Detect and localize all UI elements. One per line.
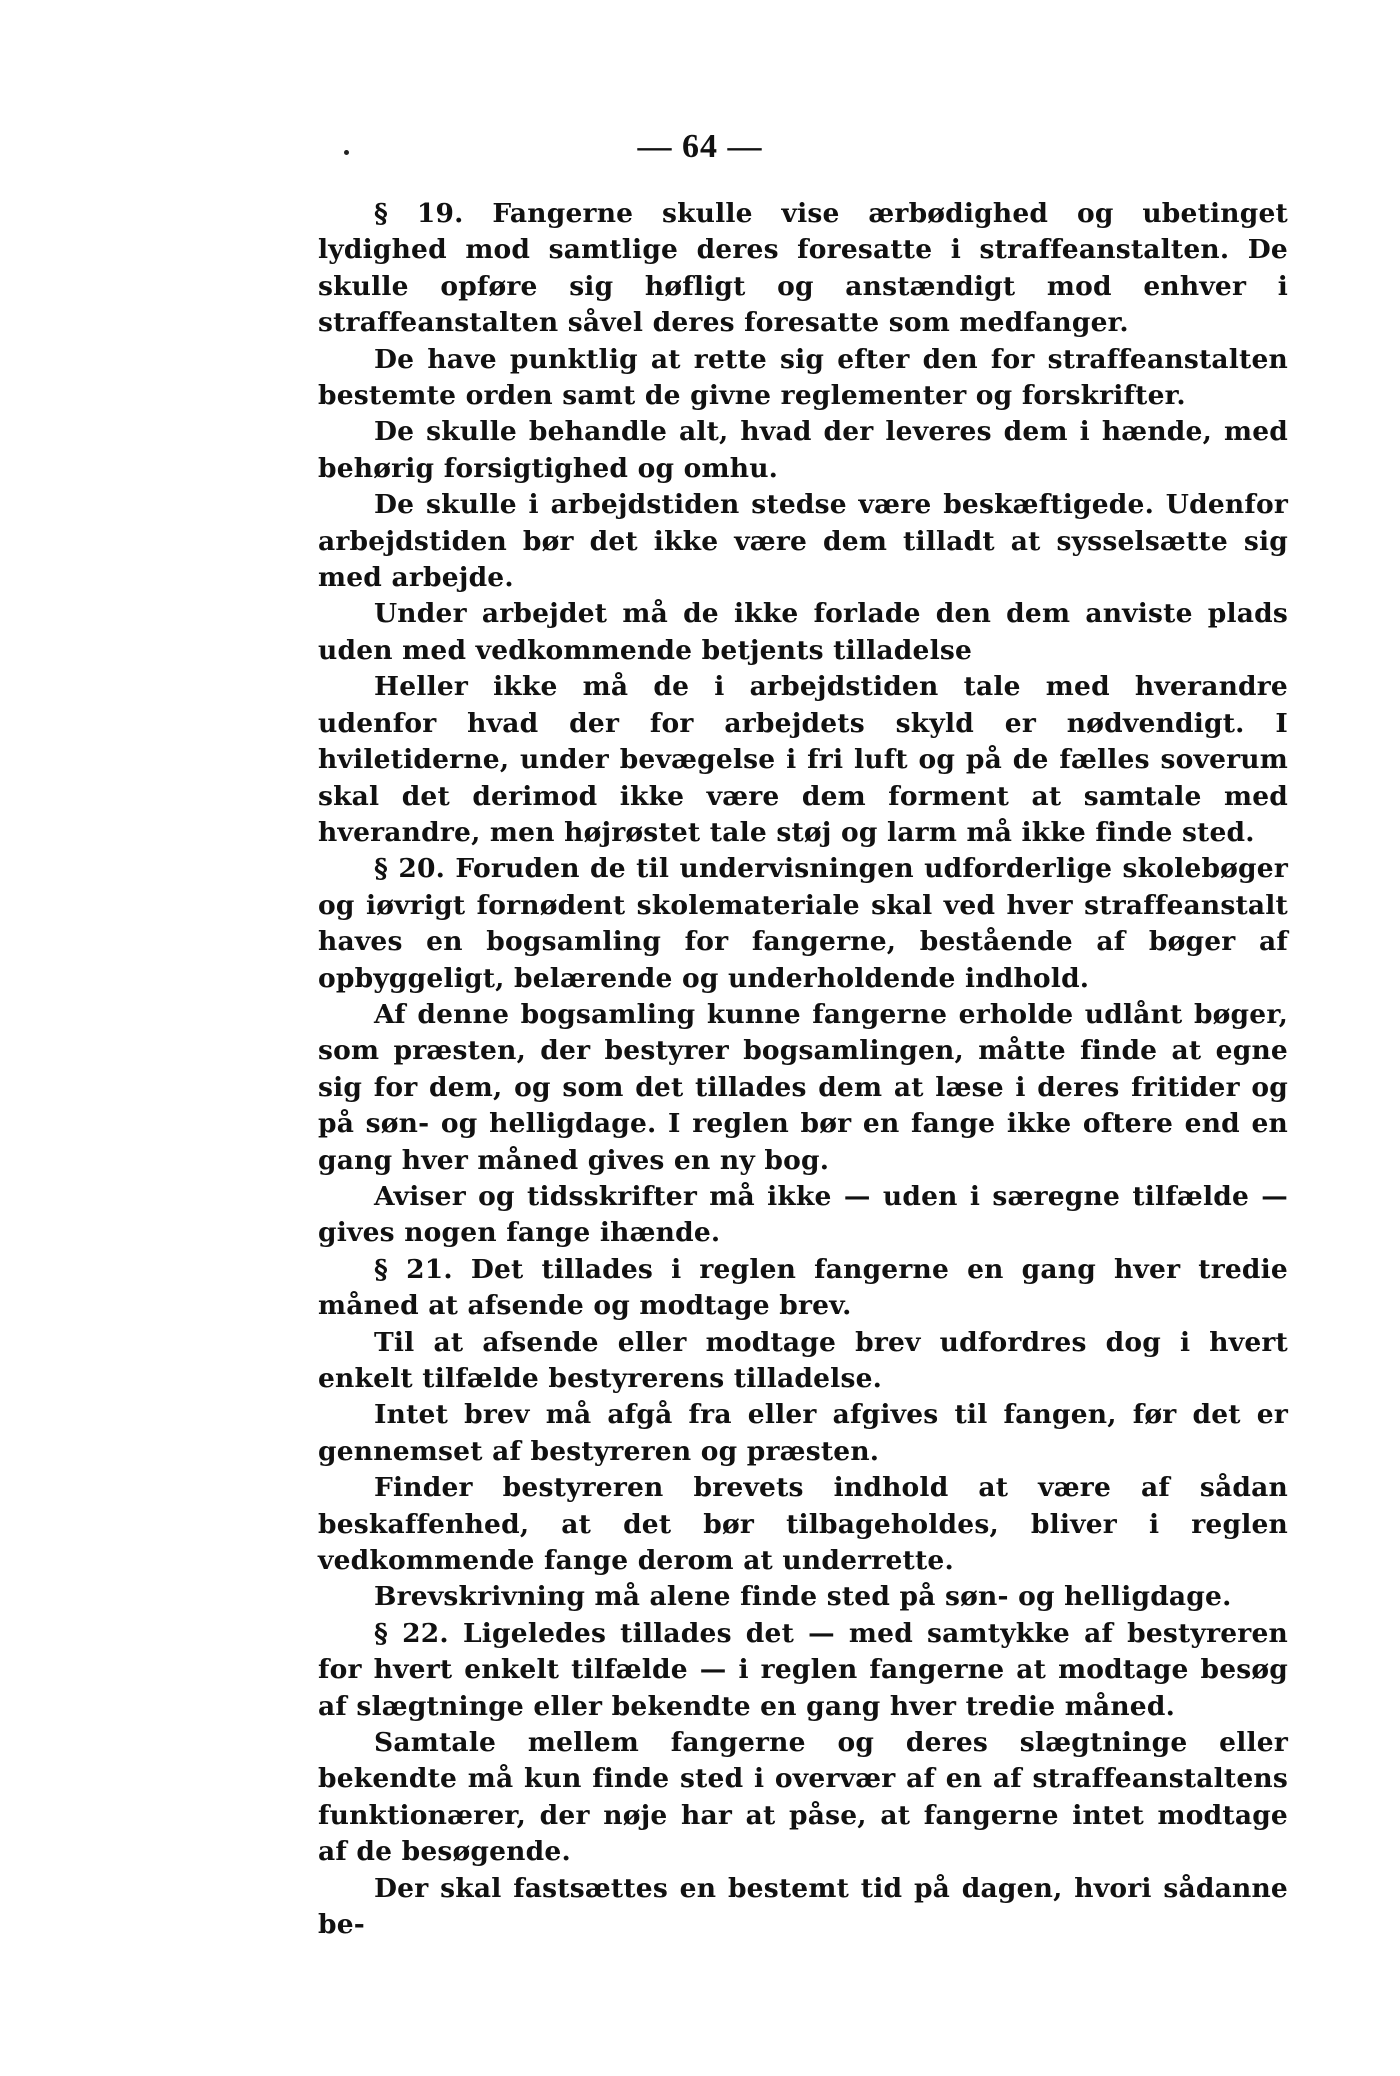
paragraph: De skulle i arbejdstiden stedse være beskæftigede. Udenfor arbejdstiden bør det ikke være dem tilladt at sysselsætte sig med arbejde. bbox=[318, 489, 1288, 594]
paragraph: § 22. Ligeledes tillades det — med samtykke af bestyreren for hvert enkelt tilfælde — i reglen fangerne at modtage besøg af slægtninge eller bekendte en gang hver tredie måned. bbox=[318, 1617, 1288, 1722]
paragraph: De skulle behandle alt, hvad der leveres dem i hænde, med behørig forsigtighed og omhu. bbox=[318, 416, 1288, 484]
paragraph: Finder bestyreren brevets indhold at være af sådan beskaffenhed, at det bør tilbageholdes, bliver i reglen vedkommende fange derom at underrette. bbox=[318, 1472, 1288, 1577]
paragraph: Under arbejdet må de ikke forlade den dem anviste plads uden med vedkommende betjents tilladelse bbox=[318, 598, 1288, 666]
page-number: — 64 — bbox=[637, 128, 763, 165]
paragraph: Brevskrivning må alene finde sted på søn- og helligdage. bbox=[374, 1581, 1232, 1613]
paragraph: Heller ikke må de i arbejdstiden tale med hverandre udenfor hvad der for arbejdets skyld er nødvendigt. I hviletiderne, under bevægelse i fri luft og på de fælles soverum skal det derimod ikke være dem forment at samtale med hverandre, men højrøstet tale støj og larm må ikke finde sted. bbox=[318, 671, 1288, 848]
paragraph: § 20. Foruden de til undervisningen udforderlige skolebøger og iøvrigt fornødent skolemateriale skal ved hver straffeanstalt haves en bogsamling for fangerne, bestående af bøger af opbyggeligt, belærende og underholdende indhold. bbox=[318, 853, 1288, 994]
paragraph: Af denne bogsamling kunne fangerne erholde udlånt bøger, som præsten, der bestyrer bogsamlingen, måtte finde at egne sig for dem, og som det tillades dem at læse i deres fritider og på søn- og helligdage. I reglen bør en fange ikke oftere end en gang hver måned gives en ny bog. bbox=[318, 998, 1288, 1176]
body-text bbox=[318, 196, 1288, 1944]
paragraph: Aviser og tidsskrifter må ikke — uden i særegne tilfælde — gives nogen fange ihænde. bbox=[318, 1180, 1288, 1249]
paragraph: § 19. Fangerne skulle vise ærbødighed og ubetinget lydighed mod samtlige deres foresatte i straffeanstalten. De skulle opføre sig høfligt og anstændigt mod enhver i straffeanstalten såvel deres foresatte som medfanger. bbox=[318, 198, 1288, 339]
paragraph: Samtale mellem fangerne og deres slægtninge eller bekendte må kun finde sted i overvær af en af straffeanstaltens funktionærer, der nøje har at påse, at fangerne intet modtage af de besøgende. bbox=[318, 1727, 1288, 1868]
paragraph: § 21. Det tillades i reglen fangerne en gang hver tredie måned at afsende og modtage brev. bbox=[318, 1253, 1288, 1322]
paragraph: Til at afsende eller modtage brev udfordres dog i hvert enkelt tilfælde bestyrerens tilladelse. bbox=[318, 1326, 1288, 1394]
paragraph: De have punktlig at rette sig efter den for straffeanstalten bestemte orden samt de givne reglementer og forskrifter. bbox=[318, 343, 1288, 412]
paragraph-continued: Der skal fastsættes en bestemt tid på dagen, hvori sådanne be- bbox=[318, 1872, 1288, 1941]
paragraph: Intet brev må afgå fra eller afgives til fangen, før det er gennemset af bestyreren og præsten. bbox=[318, 1399, 1288, 1467]
